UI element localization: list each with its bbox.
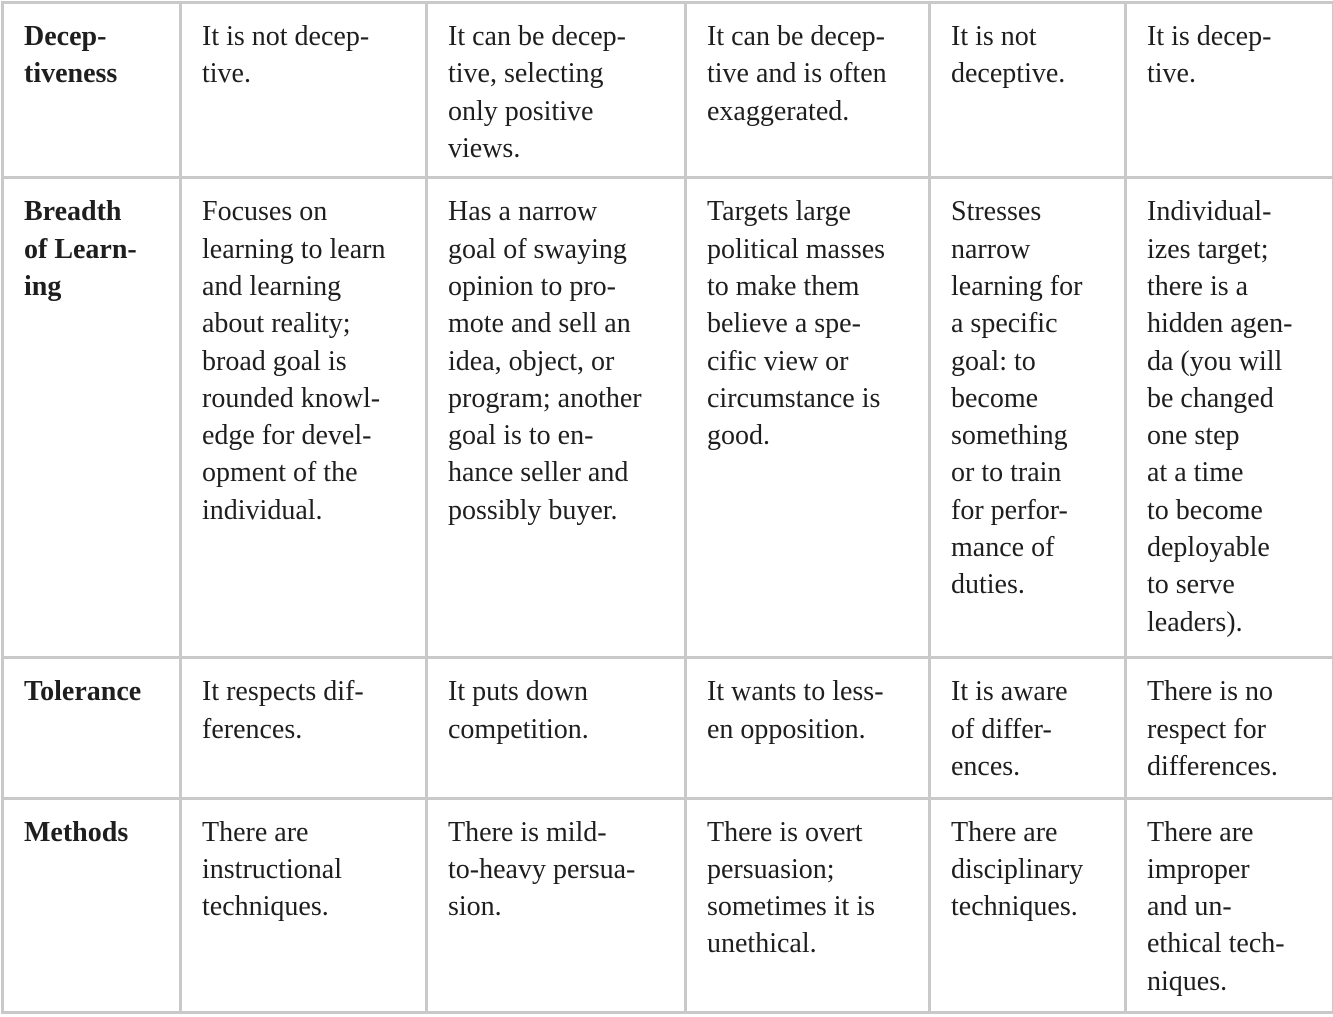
table-cell: Stresses narrow learning for a specific goal: to become something or to train for perfor- mance of duties. [930,178,1126,658]
table-cell: Individual- izes target; there is a hidden agen- da (you will be changed one step at a time to become deployable to serve leaders). [1126,178,1333,658]
table-cell: There are instructional techniques. [181,798,427,1012]
table-cell: There are improper and un- ethical tech- niques. [1126,798,1333,1012]
table-cell: It is decep- tive. [1126,3,1333,178]
table-cell: There are disciplinary techniques. [930,798,1126,1012]
comparison-table [1,1,1333,1014]
table-row-breadth-of-learning [3,178,1333,658]
table-row-tolerance [3,658,1333,798]
table-cell: Focuses on learning to learn and learning about reality; broad goal is rounded knowl- edge for devel- opment of the individual. [181,178,427,658]
table-cell: Has a narrow goal of swaying opinion to pro- mote and sell an idea, object, or program; another goal is to en- hance seller and possibly buyer. [427,178,686,658]
row-header-tolerance: Tolerance [3,658,181,798]
table-cell: It is not decep- tive. [181,3,427,178]
table-cell: There is no respect for differences. [1126,658,1333,798]
table-cell: There is overt persuasion; sometimes it is unethical. [686,798,930,1012]
table-cell: It can be decep- tive, selecting only positive views. [427,3,686,178]
table-row-deceptiveness [3,3,1333,178]
table-cell: There is mild- to-heavy persua- sion. [427,798,686,1012]
row-header-methods: Methods [3,798,181,1012]
table-cell: It puts down competition. [427,658,686,798]
table-cell: It is aware of differ- ences. [930,658,1126,798]
table-cell: It respects dif- ferences. [181,658,427,798]
table-cell: It wants to less- en opposition. [686,658,930,798]
row-header-breadth-of-learning: Breadth of Learn- ing [3,178,181,658]
table-cell: It can be decep- tive and is often exaggerated. [686,3,930,178]
table-cell: Targets large political masses to make them believe a spe- cific view or circumstance is good. [686,178,930,658]
table-cell: It is not deceptive. [930,3,1126,178]
row-header-deceptiveness: Decep- tiveness [3,3,181,178]
table-row-methods [3,798,1333,1012]
